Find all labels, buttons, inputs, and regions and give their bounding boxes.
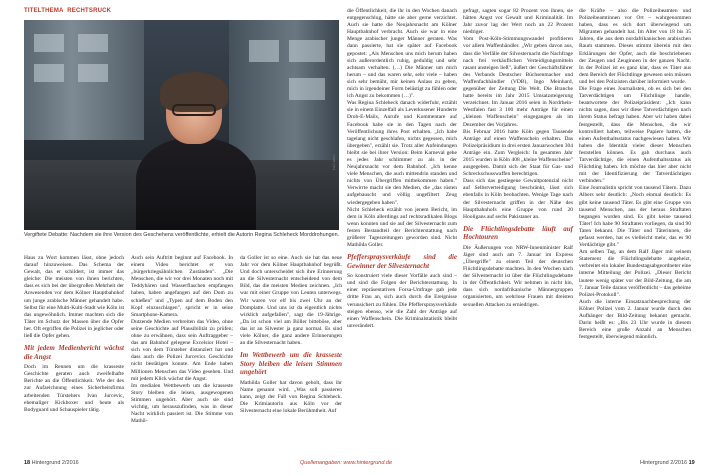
paragraph: Haus zu Wort kommen lässt, ohne jedoch darauf hinzuweisen. Das Schema der Gewalt, das er schildert, ist immer das gleiche: Die meisten von ihnen berichten, dass es sich bei der übergroßen Mehrheit der Anwesenden vor dem Kölner Hauptbahnhof um junge arabische Männer gehandelt habe. Selbst für eine Multi-Kulti-Stadt wie Köln ist das ungewöhnlich. Immer machten sich die Täter im Schutz der Massen über die Opfer her. Oft ergriffen die Polizei in jeglicher oder ließ die Opfer gehen.	[24, 255, 124, 340]
subheading: Die Flüchtlingsdebatte läuft auf Hochtouren	[463, 224, 573, 242]
paragraph: Am selben Tag, an dem Ralf Jäger mit seinem Statement die Flüchtlingsdebatte angeheizt, verbreitet ein lokaler Bundestagsabgeordneter eine interne Mitteilung der Polizei. „Dieser Bericht lautete wenig später vor der Bild-Zeitung, die am 7. Januar Teile daraus veröffentlicht – das geheime Polizei-Protokoll".	[579, 249, 691, 298]
paragraph: Dutzende Medien verbreiten das Video, ohne seine Geschichte auf Plausibilität zu prüfen; ohne zu erwähnen, dass sein Auftraggeber – das am Bahnhof gelegene Excelsior Hotel – sich von dem Türsteher distanziert hat und dass auch die Polizei Jurcevics Geschichte nicht bestätigen konnte. Am Ende haben Millionen Menschen das Video gesehen. Und mit jedem Klick wächst die Angst.	[131, 318, 233, 382]
paragraph: Was Regina Schleheck danach widerfuhr, erzählt sie in einem Einzelfall als Leverkusener Hunderte Droh-E-Mails, Anrufe und Kommentare auf Facebook habe sie in den Tagen nach der Veröffentlichung ihres Post erhalten. „Ich habe tagelang nicht geschlafen, nichts gegessen, mich übergeben", erzählt sie. Trotz aller Anfeindungen bleibt sie bei ihrer Version: Beim Karneval gehe es jedes Jahr schlimmer zu als in der Neujahrsnacht vor dem Bahnhof. „Ich kenne viele Menschen, die auch mittendrin standen und nichts von Übergriffen mitbekommen haben." Verwirrte macht sie den Medien, die „das rüsten aufgebauscht und völlig ungefiltert Zeug wiedergegeben haben".	[347, 100, 457, 206]
publication-right: Hintergrund 2/2016	[640, 460, 688, 466]
paragraph: Auch sein Auftritt beginnt auf Facebook. In einem Video berichtet er von „bürgerkriegsähnlichen Zuständen". „Die Menschen, die wir vor drei Monaten noch mit Teddybären und Wasserflaschen empfangen haben, haben angefangen auf den Dom zu schießen" und „Typen auf dem Boden den Kopf einzuschlagen", spricht er in seine Smartphone-Kamera.	[131, 255, 233, 318]
photo-caption: Vergiftete Debatte: Nachdem sie ihre Version des Geschehens veröffentlichte, erhielt die Autorin Regina Schleheck Morddrohungen.	[24, 232, 340, 238]
paragraph: Auch die interne Einsatznachbesprechung der Kölner Polizei vom 2. Januar wurde durch den Aufhänger der Bild-Zeitung bekannt gemacht. Darin heißt es: „Bis 23 Uhr wurde in diesem Bereich eine große Anzahl an Menschen festgestellt, überwiegend männlich.	[579, 298, 691, 341]
section-label: TITELTHEMA	[24, 8, 64, 14]
section-header	[24, 8, 111, 14]
subheading: Mit jedem Medienbericht wächst die Angst	[24, 344, 124, 361]
paragraph: Vom Post-Köln-Stimmungswandel profitieren vor allem Waffenhändler. „Wir geben davon aus, dass die Verfälle der Silvesternacht die Nachfrage nach frei verkäuflichen Verteidigungsmitteln rasant ansteigen ließ", äußert der Geschäftsführer des Verbands Deutscher Büchsenmacher und Waffenfachhändler (VDB), Ingo Meinhard, gegenüber der Zeitung Die Welt. Die Branche hatte bereits im Jahr 2015 Umsatzsteigerung verzeichnet. Im Januar 2016 seien in Nordrhein-Westfalen fast 3 100 mehr Anträge für einen „kleinen Waffenschein" eingegangen als im Dezember des Vorjahres.	[463, 36, 573, 128]
column-2	[131, 255, 233, 425]
footer-source: Quellenangaben: www.hintergrund.de	[300, 460, 393, 466]
paragraph: Dass sich das gestiegene Gewaltpotenzial nicht auf Selbstverteidigung beschränkt, lässt sich ebenfalls in Köln beobachten. Wenige Tage nach der Silvesternacht griffen in der Nähe des Hauptbahnhofs eine Gruppe von rund 20 Hooligans auf sechs Pakistaner an.	[463, 178, 573, 220]
paragraph: Bis Februar 2016 hatte Köln gegen Tausende Anträge auf einen Waffenschein erhalten. Das Polizeipräsidium in drei ersten Januarwochen 304 Anträge ein. Zum Vergleich: In gesamten Jahr 2015 wurden in Köln 408 „kleine Waffenscheine" ausgegeben. Damit sich der Staat für Gas- und Schreckschusswaffen berechtigen.	[463, 128, 573, 178]
paragraph: Im medialen Wettbewerb um die krasseste Story bleiben die leisen, ausgewogenen Stimmen ungehört. Aber auch sie sind wichtig, um herauszufinden, was in dieser Nacht wirklich passiert ist. Die Stimme von Mathil-	[131, 382, 233, 425]
column-5	[463, 8, 573, 309]
paragraph: Doch im Rennen um die krasseste Geschichte geraten auch zweifelhafte Berichte an die Öffentlichkeit. Wie der des zur Aufzeichnung eines Sicherheitsfirma arbeitenden Türstehers Ivan Jurcevic, ehemaliger Kickboxer und heute als Bodyguard und Schauspieler tätig.	[24, 364, 124, 413]
topic-label: RECHTSRUCK	[67, 8, 112, 14]
publication-left: Hintergrund 2/2016	[31, 460, 79, 466]
paragraph: Mathilda Goller hat davon geholt, dass ihr Name genannt wird. „Was soll passieren kann, zeigt der Fall von Regina Schleheck. Die Krimiautorin aus Köln vor der Silvesternacht eine lokale Berühmtheit. Auf	[240, 379, 342, 415]
page-number-right: 19	[688, 460, 695, 466]
paragraph: da Goller ist so eine. Auch sie hat das neue Jahr vor dem Kölner Hauptbahnhof begrüßt. Und doch unterscheidet sich ihre Erinnerung an die Silvesternacht entscheidend von dem Bild, das die meisten Medien zeichnen. „Ich war mit einer Gruppe von Leuten unterwegs. Wir waren vor elf bis zwei Uhr an der Domplatte. Und uns ist da eigentlich nichts wirklich aufgefallen", sagt die 19-Jährige. „Da ist schon viel am Böller bitteböse, aber das ist an Silvester ja ganz normal. Es sind viele Kölner, die ganz andere Erinnerungen an die Silvesternacht haben.	[240, 255, 342, 347]
paragraph: Nicht Schleheck erzählt von jenem Bericht, im dem in Köln allerdings auf rechtsradikalen Blogs wenn konnten und sie auf der Silvesternacht zum festen Bestandteil der Berichterstattung nach größerer Tageszeitungen geworden sind. Nicht Mathilda Goller.	[347, 206, 457, 249]
column-4	[347, 8, 457, 330]
portrait-person	[136, 78, 256, 230]
paragraph: Eine Journalistin spricht von tausend Tätern. Dazu Albers sehr deutlich: „Noch einmal deutlich: Es gibt keine tausend Täter. Es gibt eine Gruppe von tausend Menschen, aus der heraus Straftaten begangen worden sind. Es gibt keine tausend Täter! Ich habe 90 Straftaten vorliegen, da sind 90 Taten bekannt. Die Täter und Täterinnen, die gefasst werden, hat es vielleicht mehr, das es 90 Verdächtige gibt."	[579, 185, 691, 249]
page-number-left: 18	[24, 460, 31, 466]
column-6	[579, 8, 691, 341]
paragraph: gefragt, sagten sogar 82 Prozent von ihnen, sie hätten Angst vor Gewalt und Kriminalität. Im Jahr zuvor lag der Wert noch an 22 Prozent niedriger.	[463, 8, 573, 36]
column-1	[24, 255, 124, 414]
subheading: Pfefferspraysverkäufe sind die Gewinner der Silvesternacht	[347, 253, 457, 270]
footer-right	[640, 460, 695, 466]
paragraph: die Öffentlichkeit, die ihr in den Wochen danach entgegenschlug, hätte sie aber gerne verzichtet. Auch sie hatte die Neujahrsnacht am Kölner Hauptbahnhof verbracht. Auch sie war in eine Menge arabischer junger Männer geraten. Was dann passierte, hat sie später auf Facebook gepostet: „Als Menschen uns mich herum haben sich außerordentlich ruhig, geduldig und sehr achtsam verhalten. (…) Die Männer um mich herum – und das waren sehr, sehr viele – haben sich sehr bemüht, mir keinen Anlass zu geben, mich in irgendeiner Form belästigt zu fühlen oder ich Angst zu bekommen (…)".	[347, 8, 457, 100]
footer-left	[24, 460, 79, 466]
paragraph: Die Frage eines Journalisten, ob es sich bei den Tatverdächtigen um Flüchtlinge handle, beantwortete der Polizeipräsident: „Ich kann nichts sagen, dass wir diese Tatverdächtigen nach ihrem Status befragt haben. Aber wir haben dabei festgestellt, dass die Menschen, die wir kontrolliert haben, teilweise Papiere hatten, die einen Aufenthaltsstatus nachgewiesen haben. Wir haben die Identität vieler dieser Menschen feststellen können. Es gab durchaus auch Tatverdächtige, die einen Aufenthaltsstatus als Flüchtling haben. Ich möchte das hier aber nicht mit der Identifizierung der Tatverdächtigen verbinden."	[579, 86, 691, 185]
subheading: Im Wettbewerb um die krasseste Story bleiben die leisen Stimmen ungehört	[240, 351, 342, 377]
paragraph: Die Äußerungen von NRW-Innenminister Ralf Jäger sind auch am 7. Januar im Express „Übergriffe" zu einem Teil der deutschen Flüchtlingsdebatte machten. In den Wochen nach der Silvesternacht ist über die Flüchtlingsdebatte in der Öffentlichkeit. Wir nehmen in nicht hin, dass sich nordafrikanische Männergruppen organisierten, um wehrlose Frauen mit dreisten sexuellen Attacken zu erniedrigen.	[463, 244, 573, 308]
article-photo	[24, 20, 339, 230]
photo-credit: Foto: Wehn	[332, 154, 336, 170]
column-3	[240, 255, 342, 415]
paragraph: die Kräfte – also die Polizeibeamten und Polizeibeamtinnen vor Ort – wahrgenommen haben, dass es sich dort überwiegend um Migranten gehandelt hat. Im Alter von 18 bis 35 Jahren, die aus dem nordafrikanischen arabischen Raum stammen. Dieses stimmt überein mit den Erklärungen der Opfer, auch die beschriebenen der Zeugen und Zeuginnen in der ganzen Nacht. In der Polizei ist es ganz klar, dass es Täter aus dem Bereich der Flüchtlinge gewesen sein müssen und bei den Polizisten darüber informiert wurde.	[579, 8, 691, 85]
paragraph: So konstruiert viele dieser Vorfälle auch sind – und sind die Folgen der Berichterstattung. In einer repräsentativen Forsa-Umfrage gab jede dritte Frau an, sich auch durch die Ereignisse verunsichert zu fühlen. Die Pfefferspraysverkäufe steigen ebenso, wie die Zahl der Anträge auf einen Waffenschein. Die Kriminalstatistik bleibt unverändert.	[347, 273, 457, 329]
